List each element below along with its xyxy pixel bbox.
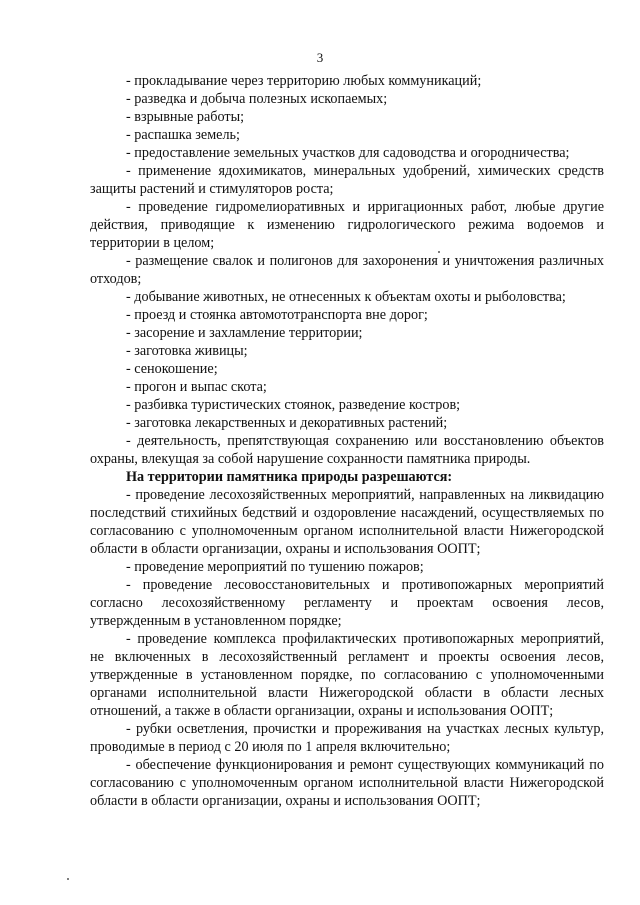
permitted-item: - проведение лесохозяйственных мероприятий, направленных на ликвидацию последствий стихийных бедствий и оздоровление насаждений, осуществляемых по согласованию с уполномоченным органом исполнительной власти Нижегородской области в области организации, охраны и использования ООПТ; — [90, 487, 604, 557]
prohibited-item: - засорение и захламление территории; — [126, 325, 363, 341]
scan-artifact-dot — [67, 878, 69, 880]
prohibited-item: - предоставление земельных участков для садоводства и огородничества; — [126, 145, 570, 161]
permitted-item: - проведение лесовосстановительных и противопожарных мероприятий согласно лесохозяйственному регламенту и проектам освоения лесов, утвержденным в установленном порядке; — [90, 577, 604, 629]
document-body — [90, 72, 604, 810]
prohibited-item: - взрывные работы; — [126, 109, 245, 125]
prohibited-item: - заготовка живицы; — [126, 343, 248, 359]
permitted-heading: На территории памятника природы разрешаются: — [126, 469, 453, 485]
prohibited-item: - проведение гидромелиоративных и ирригационных работ, любые другие действия, приводящие к изменению гидрологического режима водоемов и территории в целом; — [90, 199, 604, 251]
prohibited-item: - заготовка лекарственных и декоративных растений; — [126, 415, 448, 431]
prohibited-item: - распашка земель; — [126, 127, 240, 143]
prohibited-item: - размещение свалок и полигонов для захоронения и уничтожения различных отходов; — [90, 253, 604, 287]
prohibited-item: - разведка и добыча полезных ископаемых; — [126, 91, 388, 107]
prohibited-item: - прокладывание через территорию любых коммуникаций; — [126, 73, 482, 89]
prohibited-item: - сенокошение; — [126, 361, 218, 377]
prohibited-item: - деятельность, препятствующая сохранению или восстановлению объектов охраны, влекущая за собой нарушение сохранности памятника природы. — [90, 433, 604, 467]
page-number: 3 — [316, 50, 324, 65]
prohibited-item: - прогон и выпас скота; — [126, 379, 267, 395]
prohibited-item: - применение ядохимикатов, минеральных удобрений, химических средств защиты растений и стимуляторов роста; — [90, 163, 604, 197]
scan-artifact-dot — [438, 251, 440, 253]
permitted-item: - обеспечение функционирования и ремонт существующих коммуникаций по согласованию с уполномоченным органом исполнительной власти Нижегородской области в области организации, охраны и использования ООПТ; — [90, 757, 604, 809]
prohibited-item: - разбивка туристических стоянок, разведение костров; — [126, 397, 461, 413]
permitted-item: - проведение мероприятий по тушению пожаров; — [126, 559, 424, 575]
permitted-item: - проведение комплекса профилактических противопожарных мероприятий, не включенных в лесохозяйственный регламент и проекты освоения лесов, утвержденные в установленном порядке, по согласованию с уполномоченными органами исполнительной власти Нижегородской области в области лесных отношений, а также в области организации, охраны и использования ООПТ; — [90, 631, 604, 719]
permitted-item: - рубки осветления, прочистки и прореживания на участках лесных культур, проводимые в период с 20 июля по 1 апреля включительно; — [90, 721, 604, 755]
prohibited-item: - добывание животных, не отнесенных к объектам охоты и рыболовства; — [126, 289, 566, 305]
prohibited-item: - проезд и стоянка автомототранспорта вне дорог; — [126, 307, 428, 323]
